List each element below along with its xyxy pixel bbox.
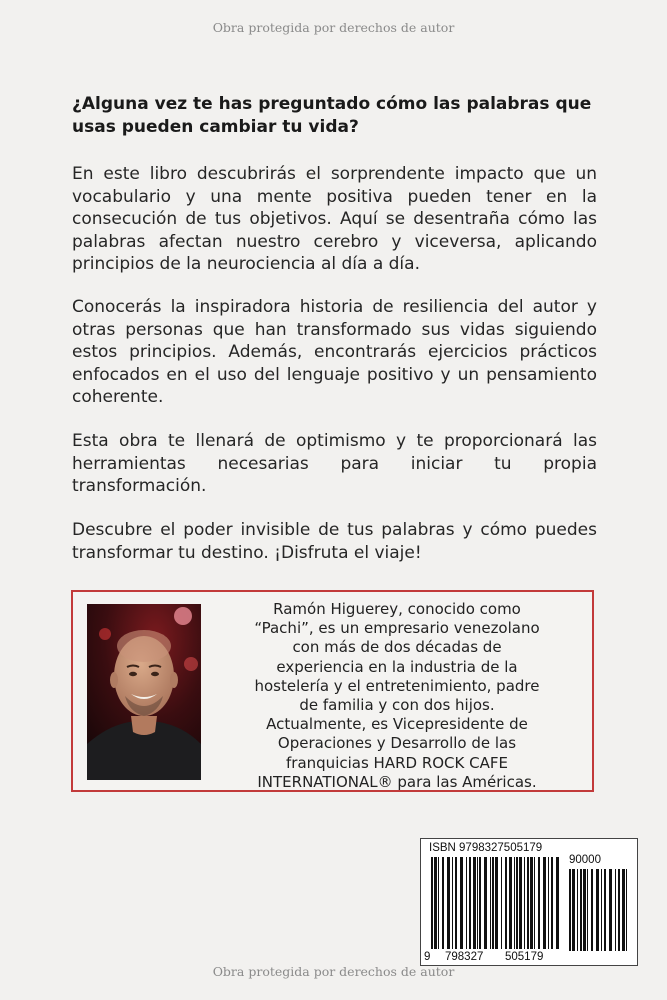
author-bio-line: “Pachi”, es un empresario venezolano <box>254 619 540 638</box>
author-bio-line: franquicias HARD ROCK CAFE <box>286 753 508 772</box>
ean-digit-group-1: 798327 <box>445 951 484 963</box>
barcode-bar <box>572 869 575 951</box>
barcode-bar <box>514 857 515 949</box>
barcode-bar <box>519 857 522 949</box>
barcode-bar <box>447 857 450 949</box>
barcode-bar <box>524 857 525 949</box>
watermark-bottom: Obra protegida por derechos de autor <box>212 964 455 979</box>
barcode-bar <box>556 857 559 949</box>
barcode-bar <box>466 857 467 949</box>
barcode-bar <box>569 869 571 951</box>
barcode-bar <box>473 857 476 949</box>
blurb-paragraph-3: Esta obra te llenará de optimismo y te proporcionará las herramientas necesarias para iniciar tu propia transformación. <box>72 431 597 496</box>
barcode-bar <box>490 857 491 949</box>
watermark-top: Obra protegida por derechos de autor <box>212 20 455 35</box>
ean-digit-group-2: 505179 <box>505 951 544 963</box>
barcode-bar <box>455 857 457 949</box>
ean-digit-lead: 9 <box>424 951 431 963</box>
blurb-paragraph-2: Conocerás la inspiradora historia de resiliencia del autor y otras personas que han transformado sus vidas siguiendo estos principios. Además, encontrarás ejercicios prácticos enfocados en el uso del lenguaje positivo y un pensamiento coherente. <box>72 297 597 407</box>
price-code: 90000 <box>569 854 601 866</box>
barcode-bar <box>615 869 616 951</box>
barcode-bar <box>618 869 620 951</box>
barcode-bar <box>516 857 518 949</box>
barcode-bar <box>583 869 586 951</box>
barcode-bar <box>596 869 599 951</box>
barcode-box <box>420 838 638 966</box>
author-bio-line: INTERNATIONAL® para las Américas. <box>257 772 537 791</box>
barcode-bar <box>469 857 471 949</box>
barcode-bar <box>442 857 444 949</box>
blurb-question: ¿Alguna vez te has preguntado cómo las palabras que usas pueden cambiar tu vida? <box>72 94 592 137</box>
barcode-bar <box>626 869 627 951</box>
blurb-paragraph-1: En este libro descubrirás el sorprendente impacto que un vocabulario y una mente positiva pueden tener en la consecución de tus objetivos. Aquí se desentraña cómo las palabras afectan nuestro cerebro y viceversa, aplicando principios de la neurociencia al día a día. <box>72 164 597 274</box>
barcode-bar <box>534 857 535 949</box>
barcode-bar <box>434 857 437 949</box>
barcode-bar <box>622 869 625 951</box>
barcode-bar <box>604 869 606 951</box>
barcode-bar <box>527 857 529 949</box>
barcode-bar <box>505 857 507 949</box>
author-bio-line: experiencia en la industria de la <box>276 657 518 676</box>
price-barcode <box>567 869 629 953</box>
barcode-bar <box>460 857 463 949</box>
barcode-bar <box>492 857 494 949</box>
barcode-bar <box>548 857 549 949</box>
barcode-bar <box>479 857 481 949</box>
author-bio-line: Ramón Higuerey, conocido como <box>273 600 521 618</box>
isbn-label: ISBN 9798327505179 <box>429 842 543 854</box>
barcode-bar <box>543 857 546 949</box>
barcode-bar <box>609 869 612 951</box>
author-bio-box <box>71 590 594 792</box>
barcode-bar <box>495 857 498 949</box>
author-bio <box>217 600 577 792</box>
barcode-bar <box>580 869 582 951</box>
author-bio-line: Actualmente, es Vicepresidente de <box>266 715 528 734</box>
barcode-bar <box>452 857 453 949</box>
author-bio-line: hostelería y el entretenimiento, padre <box>254 676 540 695</box>
author-bio-line: con más de dos décadas de <box>292 638 502 657</box>
barcode-bar <box>501 857 502 949</box>
barcode-bar <box>538 857 540 949</box>
barcode-bar <box>577 869 578 951</box>
blurb-paragraph-4: Descubre el poder invisible de tus palabras y cómo puedes transformar tu destino. ¡Disfruta el viaje! <box>72 520 597 563</box>
author-bio-line: Operaciones y Desarrollo de las <box>277 734 517 753</box>
barcode-bar <box>530 857 533 949</box>
barcode-bar <box>438 857 439 949</box>
barcode-bar <box>484 857 487 949</box>
barcode-bar <box>551 857 553 949</box>
barcode-bar <box>591 869 593 951</box>
author-bio-line: de familia y con dos hijos. <box>299 696 495 715</box>
barcode-bar <box>601 869 602 951</box>
barcode-bar <box>477 857 478 949</box>
barcode-bar <box>431 857 433 949</box>
isbn-barcode <box>429 857 559 953</box>
barcode-bar <box>587 869 588 951</box>
barcode-bar <box>509 857 512 949</box>
author-photo <box>87 604 201 780</box>
